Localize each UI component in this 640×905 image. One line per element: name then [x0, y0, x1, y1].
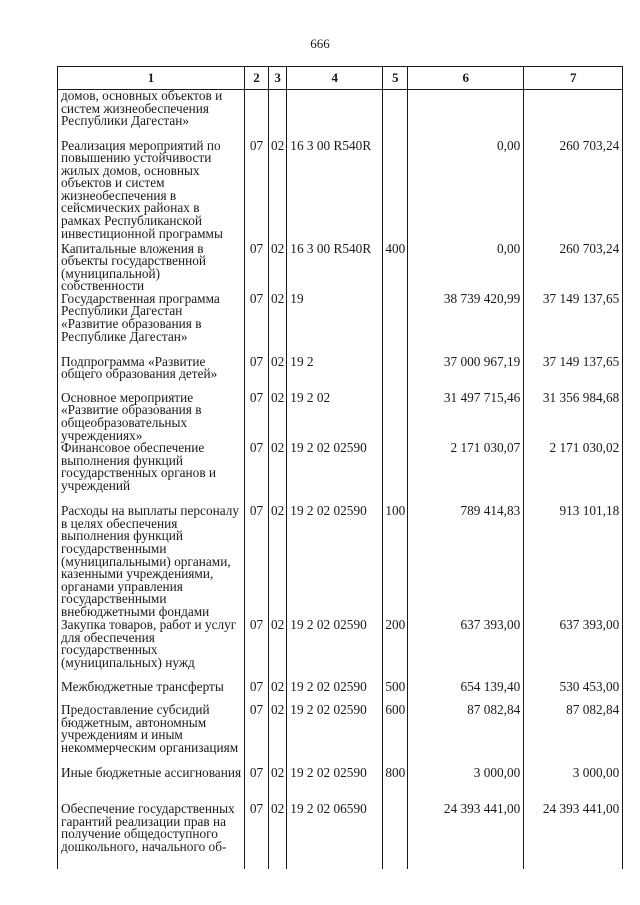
column-header: 4	[287, 67, 383, 90]
row-pr: 02	[269, 140, 287, 243]
column-header: 1	[58, 67, 245, 90]
row-vr	[383, 140, 408, 243]
row-rz	[245, 90, 269, 140]
budget-table	[57, 66, 623, 869]
row-csr: 19 2 02 02590	[287, 681, 383, 704]
column-header: 7	[524, 67, 623, 90]
header-row	[58, 67, 623, 90]
table-row	[58, 392, 623, 442]
table-row	[58, 767, 623, 803]
row-csr: 19 2 02 02590	[287, 619, 383, 681]
row-rz: 07	[245, 505, 269, 619]
row-name: Реализация мероприятий по повышению устойчивости жилых домов, основных объектов и систем жизнеобеспечения в сейсмических районах в рамках Республиканской инвестиционной программы	[58, 140, 245, 243]
row-name: Государственная программа Республики Дагестан «Развитие образования в Республике Дагестан»	[58, 293, 245, 356]
row-rz: 07	[245, 681, 269, 704]
column-header: 5	[383, 67, 408, 90]
row-name: Финансовое обеспечение выполнения функций государственных органов и учреждений	[58, 442, 245, 505]
row-vr	[383, 803, 408, 869]
row-pr: 02	[269, 442, 287, 505]
row-csr: 16 3 00 R540R	[287, 140, 383, 243]
row-pr: 02	[269, 505, 287, 619]
row-pr: 02	[269, 293, 287, 356]
column-header: 3	[269, 67, 287, 90]
row-name: Основное мероприятие «Развитие образования в общеобразовательных учреждениях»	[58, 392, 245, 442]
row-value-7: 2 171 030,02	[524, 442, 623, 505]
row-pr: 02	[269, 704, 287, 767]
row-value-6: 0,00	[408, 140, 524, 243]
row-rz: 07	[245, 140, 269, 243]
row-rz: 07	[245, 619, 269, 681]
row-value-7: 260 703,24	[524, 140, 623, 243]
row-name: домов, основных объектов и систем жизнеобеспечения Республики Дагестан»	[58, 90, 245, 140]
row-value-6: 37 000 967,19	[408, 356, 524, 392]
row-csr: 19 2	[287, 356, 383, 392]
row-rz: 07	[245, 704, 269, 767]
row-pr	[269, 90, 287, 140]
row-vr: 800	[383, 767, 408, 803]
table-row	[58, 442, 623, 505]
row-csr	[287, 90, 383, 140]
row-csr: 19 2 02	[287, 392, 383, 442]
row-rz: 07	[245, 392, 269, 442]
row-vr: 100	[383, 505, 408, 619]
row-name: Обеспечение государственных гарантий реализации прав на получение общедоступного дошкольного, начального об-	[58, 803, 245, 869]
row-pr: 02	[269, 392, 287, 442]
row-pr: 02	[269, 356, 287, 392]
table-row	[58, 803, 623, 869]
row-csr: 19 2 02 06590	[287, 803, 383, 869]
row-name: Предоставление субсидий бюджетным, автономным учреждениям и иным некоммерческим организациям	[58, 704, 245, 767]
row-rz: 07	[245, 442, 269, 505]
row-csr: 19 2 02 02590	[287, 505, 383, 619]
row-name: Иные бюджетные ассигнования	[58, 767, 245, 803]
row-value-7: 37 149 137,65	[524, 293, 623, 356]
row-value-7: 3 000,00	[524, 767, 623, 803]
row-value-6: 24 393 441,00	[408, 803, 524, 869]
column-header: 2	[245, 67, 269, 90]
row-value-6	[408, 90, 524, 140]
row-vr	[383, 90, 408, 140]
row-pr: 02	[269, 681, 287, 704]
row-value-6: 38 739 420,99	[408, 293, 524, 356]
row-vr: 200	[383, 619, 408, 681]
table-row	[58, 243, 623, 293]
row-rz: 07	[245, 243, 269, 293]
table-row	[58, 90, 623, 140]
row-vr: 400	[383, 243, 408, 293]
row-value-6: 789 414,83	[408, 505, 524, 619]
row-vr	[383, 392, 408, 442]
row-value-7: 913 101,18	[524, 505, 623, 619]
page-number: 666	[310, 36, 330, 51]
row-rz: 07	[245, 356, 269, 392]
row-csr: 19 2 02 02590	[287, 442, 383, 505]
row-vr: 500	[383, 681, 408, 704]
row-name: Закупка товаров, работ и услуг для обеспечения государственных (муниципальных) нужд	[58, 619, 245, 681]
table-row	[58, 505, 623, 619]
table-row	[58, 140, 623, 243]
row-csr: 16 3 00 R540R	[287, 243, 383, 293]
row-name: Подпрограмма «Развитие общего образования детей»	[58, 356, 245, 392]
row-pr: 02	[269, 803, 287, 869]
row-rz: 07	[245, 767, 269, 803]
row-pr: 02	[269, 243, 287, 293]
row-rz: 07	[245, 803, 269, 869]
table-row	[58, 619, 623, 681]
row-name: Межбюджетные трансферты	[58, 681, 245, 704]
row-value-7: 31 356 984,68	[524, 392, 623, 442]
row-vr	[383, 356, 408, 392]
row-value-6: 3 000,00	[408, 767, 524, 803]
row-csr: 19 2 02 02590	[287, 704, 383, 767]
row-value-7: 530 453,00	[524, 681, 623, 704]
row-name: Расходы на выплаты персоналу в целях обеспечения выполнения функций государственными (муниципальными) органами, казенными учреждениями, органами управления государственными внебюджетными фондами	[58, 505, 245, 619]
table-row	[58, 704, 623, 767]
row-csr: 19	[287, 293, 383, 356]
row-name: Капитальные вложения в объекты государственной (муниципальной) собственности	[58, 243, 245, 293]
row-value-7: 37 149 137,65	[524, 356, 623, 392]
row-value-6: 87 082,84	[408, 704, 524, 767]
row-value-6: 637 393,00	[408, 619, 524, 681]
row-vr: 600	[383, 704, 408, 767]
row-pr: 02	[269, 767, 287, 803]
table-row	[58, 293, 623, 356]
row-value-7	[524, 90, 623, 140]
table-row	[58, 356, 623, 392]
row-vr	[383, 293, 408, 356]
row-csr: 19 2 02 02590	[287, 767, 383, 803]
row-value-6: 0,00	[408, 243, 524, 293]
row-pr: 02	[269, 619, 287, 681]
row-value-7: 87 082,84	[524, 704, 623, 767]
column-header: 6	[408, 67, 524, 90]
row-rz: 07	[245, 293, 269, 356]
row-value-7: 24 393 441,00	[524, 803, 623, 869]
table-row	[58, 681, 623, 704]
row-value-6: 31 497 715,46	[408, 392, 524, 442]
row-value-6: 654 139,40	[408, 681, 524, 704]
row-vr	[383, 442, 408, 505]
row-value-7: 260 703,24	[524, 243, 623, 293]
row-value-6: 2 171 030,07	[408, 442, 524, 505]
row-value-7: 637 393,00	[524, 619, 623, 681]
